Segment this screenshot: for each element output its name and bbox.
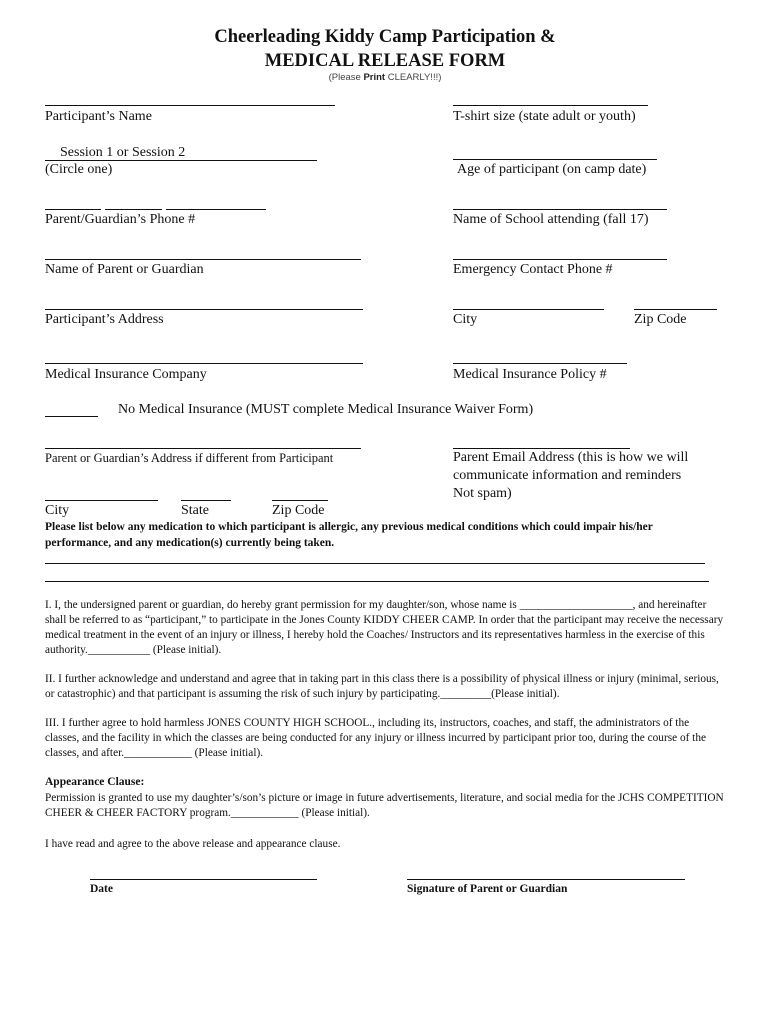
date-line[interactable] (90, 879, 317, 880)
emergency-phone-line[interactable] (453, 259, 667, 260)
clause-1: I. I, the undersigned parent or guardian, do hereby grant permission for my daughter/son, whose name is ____________________, and hereinafter shall be referred to as “participant,” to participate in the Jones County KIDDY CHEER CAMP. In order that the participant may receive the necessary medical treatment in the event of an injury or illness, I hereby hold the Coaches/ Instructors and its representatives harmless in the exercise of this authority.___________ (Please initial). (45, 599, 724, 656)
no-insurance-label: No Medical Insurance (MUST complete Medical Insurance Waiver Form) (118, 402, 534, 417)
medication-line-1[interactable] (45, 563, 705, 564)
participant-address-line[interactable] (45, 309, 363, 310)
tshirt-size-line[interactable] (453, 105, 648, 106)
school-line[interactable] (453, 209, 667, 210)
signature-label: Signature of Parent or Guardian (407, 883, 568, 895)
subtitle-bold: Print (363, 72, 386, 83)
phone-line-2[interactable] (105, 209, 162, 210)
city2-line[interactable] (45, 500, 158, 501)
session-note: (Circle one) (45, 162, 113, 177)
phone-line-3[interactable] (166, 209, 266, 210)
email-label-2: communicate information and reminders (453, 468, 682, 483)
form-subtitle (0, 72, 770, 83)
email-label-1: Parent Email Address (this is how we will (453, 450, 689, 465)
date-label: Date (90, 883, 113, 895)
age-line[interactable] (453, 159, 657, 160)
appearance-heading: Appearance Clause: (45, 776, 145, 788)
session-value[interactable]: Session 1 or Session 2 (60, 145, 186, 160)
participant-name-label: Participant’s Name (45, 109, 152, 124)
subtitle-post: CLEARLY!!!) (385, 72, 442, 83)
form-title-line2: MEDICAL RELEASE FORM (264, 51, 506, 71)
zip2-label: Zip Code (272, 503, 325, 518)
medication-instruction-2: performance, and any medication(s) currently being taken. (45, 537, 335, 549)
medication-line-2[interactable] (45, 581, 709, 582)
insurance-policy-label: Medical Insurance Policy # (453, 367, 607, 382)
age-label: Age of participant (on camp date) (457, 162, 647, 177)
email-line[interactable] (453, 448, 630, 449)
insurance-company-label: Medical Insurance Company (45, 367, 207, 382)
agree-statement: I have read and agree to the above release and appearance clause. (45, 838, 341, 850)
city-label: City (453, 312, 478, 327)
insurance-company-line[interactable] (45, 363, 363, 364)
appearance-text: Permission is granted to use my daughter’s/son’s picture or image in future advertisements, literature, and social media for the JCHS COMPETITION CHEER & CHEER FACTORY program.____________ (Please initial). (45, 792, 724, 819)
subtitle-pre: (Please (328, 72, 364, 83)
guardian-name-label: Name of Parent or Guardian (45, 262, 204, 277)
zip-line[interactable] (634, 309, 717, 310)
guardian-address-label: Parent or Guardian’s Address if different from Participant (45, 451, 334, 465)
insurance-policy-line[interactable] (453, 363, 627, 364)
state2-label: State (181, 503, 209, 518)
phone-line-1[interactable] (45, 209, 101, 210)
no-insurance-line[interactable] (45, 416, 98, 417)
form-title-line1: Cheerleading Kiddy Camp Participation & (214, 27, 556, 47)
guardian-address-line[interactable] (45, 448, 361, 449)
tshirt-size-label: T-shirt size (state adult or youth) (453, 109, 636, 124)
zip-label: Zip Code (634, 312, 687, 327)
clause-2: II. I further acknowledge and understand and agree that in taking part in this class there is a possibility of physical illness or injury (minimal, serious, or catastrophic) and that participant is assuming the risk of such injury by participating._________(Please initial). (45, 673, 719, 700)
participant-name-line[interactable] (45, 105, 335, 106)
city-line[interactable] (453, 309, 604, 310)
medication-instruction-1: Please list below any medication to which participant is allergic, any previous medical conditions which could impair his/her (45, 521, 653, 533)
emergency-phone-label: Emergency Contact Phone # (453, 262, 613, 277)
guardian-name-line[interactable] (45, 259, 361, 260)
city2-label: City (45, 503, 70, 518)
guardian-phone-label: Parent/Guardian’s Phone # (45, 212, 196, 227)
signature-line[interactable] (407, 879, 685, 880)
email-label-3: Not spam) (453, 486, 512, 501)
clause-3: III. I further agree to hold harmless JONES COUNTY HIGH SCHOOL., including its, instructors, coaches, and staff, the administrators of the classes, and the facility in which the classes are being conducted for any injury or illness incurred by participant prior too, during the course of the classes, and after.____________ (Please initial). (45, 717, 706, 759)
session-line (45, 160, 317, 161)
school-label: Name of School attending (fall 17) (453, 212, 649, 227)
participant-address-label: Participant’s Address (45, 312, 164, 327)
zip2-line[interactable] (272, 500, 328, 501)
state2-line[interactable] (181, 500, 231, 501)
